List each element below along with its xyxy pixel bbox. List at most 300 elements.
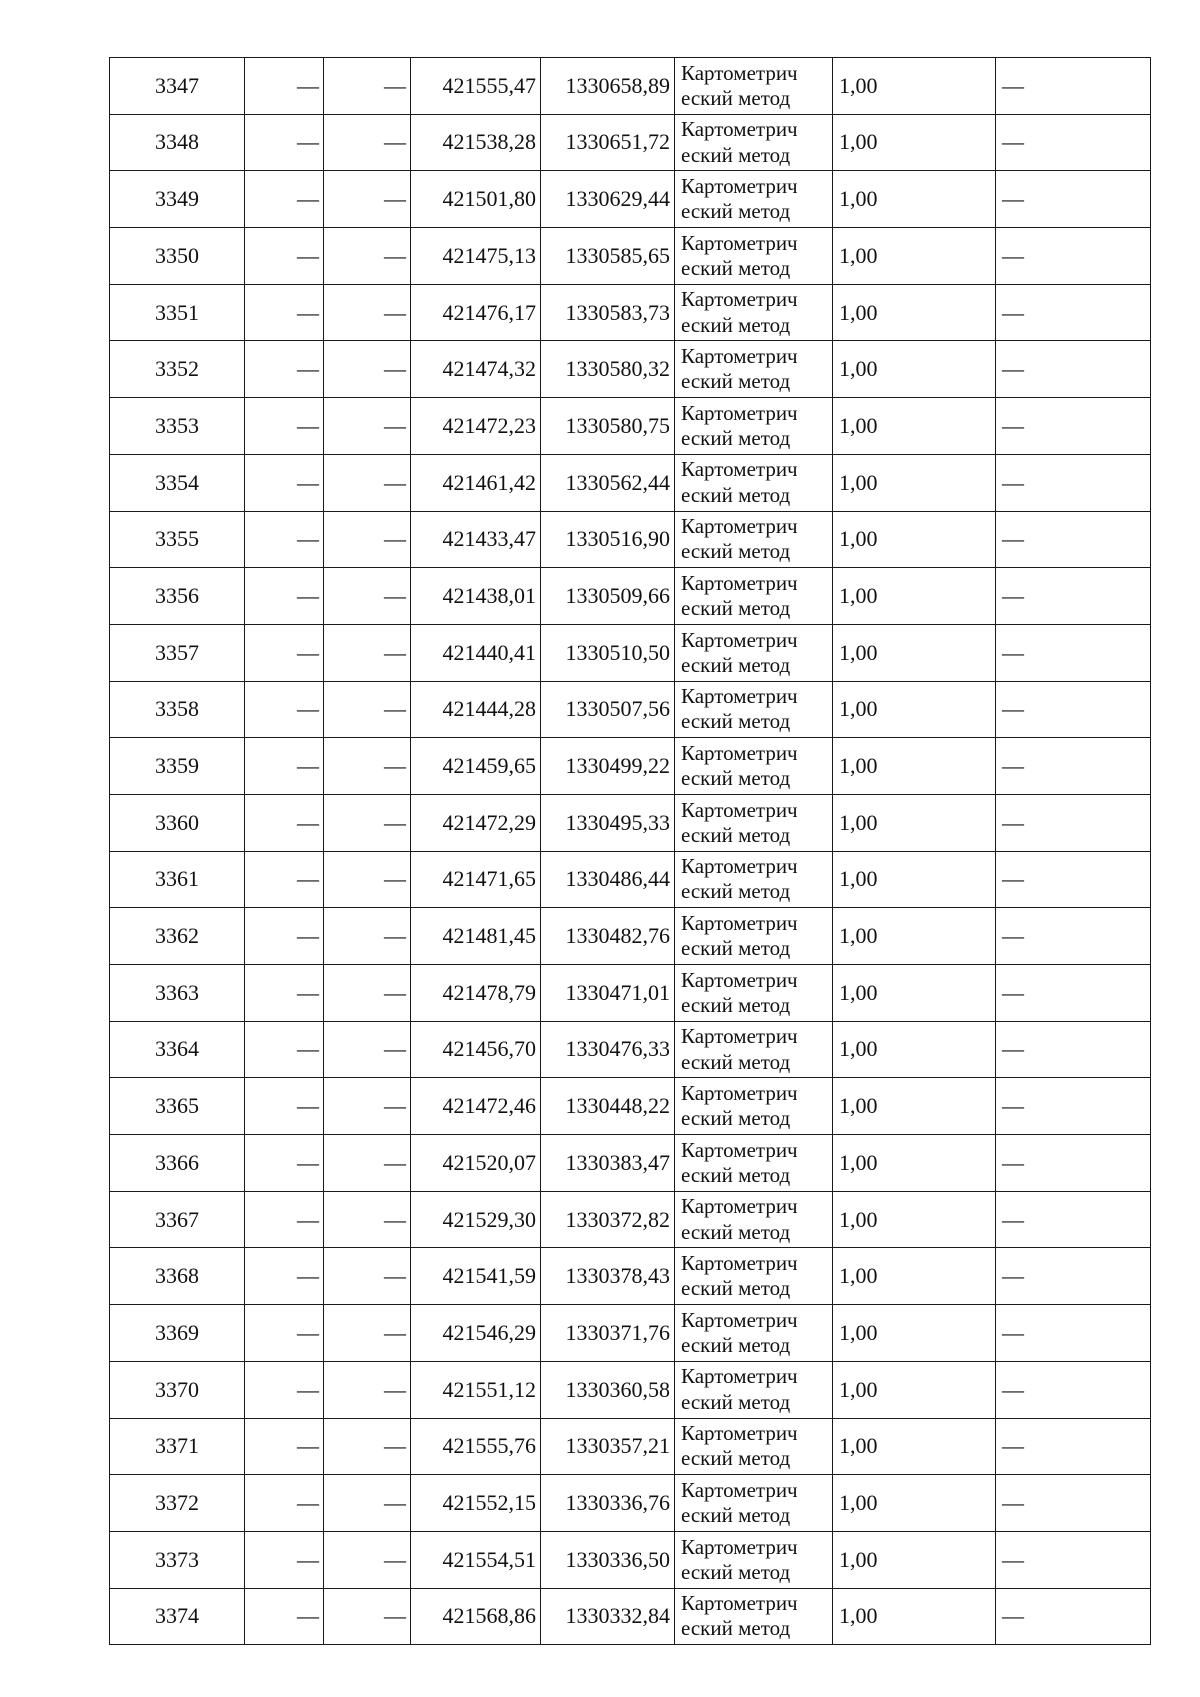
coordinates-table [109,57,1151,1645]
x-coordinate-cell: 421444,28 [411,681,541,738]
method-line-1: Картометрич [681,1477,798,1502]
empty-dash-cell: — [245,794,324,851]
point-number-cell: 3350 [110,228,245,285]
method-line-2: еский метод [681,85,791,110]
method-cell [675,341,833,398]
x-coordinate-cell: 421433,47 [411,511,541,568]
x-coordinate-cell: 421481,45 [411,908,541,965]
x-coordinate-cell: 421546,29 [411,1305,541,1362]
method-line-1: Картометрич [681,1137,798,1162]
table-row [110,568,1151,625]
x-coordinate-cell: 421478,79 [411,965,541,1022]
empty-dash-cell: — [324,851,411,908]
method-line-2: еский метод [681,1332,791,1357]
y-coordinate-cell: 1330371,76 [541,1305,675,1362]
method-cell [675,794,833,851]
y-coordinate-cell: 1330357,21 [541,1418,675,1475]
method-line-2: еский метод [681,936,791,961]
method-cell [675,1191,833,1248]
empty-dash-cell: — [245,624,324,681]
x-coordinate-cell: 421461,42 [411,454,541,511]
method-cell [675,1078,833,1135]
x-coordinate-cell: 421554,51 [411,1531,541,1588]
method-line-1: Картометрич [681,1307,798,1332]
method-line-2: еский метод [681,1049,791,1074]
y-coordinate-cell: 1330336,76 [541,1475,675,1532]
y-coordinate-cell: 1330510,50 [541,624,675,681]
point-number-cell: 3354 [110,454,245,511]
accuracy-cell: 1,00 [833,1021,996,1078]
empty-dash-cell: — [324,398,411,455]
method-line-2: еский метод [681,539,791,564]
method-line-1: Картометрич [681,1591,798,1616]
method-line-1: Картометрич [681,117,798,142]
y-coordinate-cell: 1330580,75 [541,398,675,455]
method-line-2: еский метод [681,709,791,734]
point-number-cell: 3367 [110,1191,245,1248]
y-coordinate-cell: 1330495,33 [541,794,675,851]
accuracy-cell: 1,00 [833,341,996,398]
empty-dash-cell: — [245,1588,324,1645]
accuracy-cell: 1,00 [833,58,996,115]
method-cell [675,965,833,1022]
method-line-2: еский метод [681,596,791,621]
method-line-2: еский метод [681,766,791,791]
y-coordinate-cell: 1330499,22 [541,738,675,795]
method-cell [675,681,833,738]
description-cell: — [996,1475,1151,1532]
table-row [110,1475,1151,1532]
x-coordinate-cell: 421475,13 [411,228,541,285]
method-line-1: Картометрич [681,400,798,425]
table-row [110,284,1151,341]
empty-dash-cell: — [324,1135,411,1192]
empty-dash-cell: — [324,228,411,285]
accuracy-cell: 1,00 [833,568,996,625]
empty-dash-cell: — [324,738,411,795]
empty-dash-cell: — [324,1588,411,1645]
method-line-1: Картометрич [681,60,798,85]
x-coordinate-cell: 421472,23 [411,398,541,455]
point-number-cell: 3365 [110,1078,245,1135]
method-cell [675,624,833,681]
method-line-1: Картометрич [681,1534,798,1559]
point-number-cell: 3357 [110,624,245,681]
description-cell: — [996,114,1151,171]
method-cell [675,851,833,908]
point-number-cell: 3369 [110,1305,245,1362]
x-coordinate-cell: 421555,47 [411,58,541,115]
method-cell [675,1475,833,1532]
method-line-1: Картометрич [681,684,798,709]
y-coordinate-cell: 1330507,56 [541,681,675,738]
table-row [110,1135,1151,1192]
description-cell: — [996,1361,1151,1418]
accuracy-cell: 1,00 [833,228,996,285]
y-coordinate-cell: 1330471,01 [541,965,675,1022]
method-line-1: Картометрич [681,344,798,369]
empty-dash-cell: — [245,1305,324,1362]
method-line-2: еский метод [681,992,791,1017]
empty-dash-cell: — [324,511,411,568]
empty-dash-cell: — [245,1021,324,1078]
x-coordinate-cell: 421459,65 [411,738,541,795]
method-line-2: еский метод [681,482,791,507]
empty-dash-cell: — [245,454,324,511]
point-number-cell: 3348 [110,114,245,171]
description-cell: — [996,908,1151,965]
description-cell: — [996,1531,1151,1588]
table-row [110,1531,1151,1588]
method-line-1: Картометрич [681,797,798,822]
description-cell: — [996,1078,1151,1135]
point-number-cell: 3364 [110,1021,245,1078]
accuracy-cell: 1,00 [833,1305,996,1362]
y-coordinate-cell: 1330629,44 [541,171,675,228]
description-cell: — [996,1248,1151,1305]
x-coordinate-cell: 421529,30 [411,1191,541,1248]
y-coordinate-cell: 1330509,66 [541,568,675,625]
empty-dash-cell: — [245,1191,324,1248]
empty-dash-cell: — [324,1078,411,1135]
method-cell [675,1305,833,1362]
empty-dash-cell: — [324,1191,411,1248]
table-row [110,1361,1151,1418]
accuracy-cell: 1,00 [833,1135,996,1192]
empty-dash-cell: — [324,1361,411,1418]
empty-dash-cell: — [245,284,324,341]
method-line-2: еский метод [681,879,791,904]
method-cell [675,511,833,568]
method-cell [675,1531,833,1588]
method-cell [675,1248,833,1305]
empty-dash-cell: — [324,284,411,341]
empty-dash-cell: — [324,681,411,738]
empty-dash-cell: — [324,794,411,851]
method-line-2: еский метод [681,1219,791,1244]
method-line-1: Картометрич [681,174,798,199]
method-line-1: Картометрич [681,910,798,935]
table-row [110,794,1151,851]
empty-dash-cell: — [245,1475,324,1532]
method-line-2: еский метод [681,1559,791,1584]
empty-dash-cell: — [245,738,324,795]
table-row [110,1588,1151,1645]
empty-dash-cell: — [245,228,324,285]
method-line-2: еский метод [681,1276,791,1301]
empty-dash-cell: — [324,1248,411,1305]
y-coordinate-cell: 1330486,44 [541,851,675,908]
method-line-1: Картометрич [681,570,798,595]
method-line-1: Картометрич [681,1081,798,1106]
y-coordinate-cell: 1330658,89 [541,58,675,115]
empty-dash-cell: — [324,454,411,511]
empty-dash-cell: — [324,1531,411,1588]
empty-dash-cell: — [245,681,324,738]
accuracy-cell: 1,00 [833,284,996,341]
empty-dash-cell: — [324,171,411,228]
table-row [110,851,1151,908]
x-coordinate-cell: 421552,15 [411,1475,541,1532]
accuracy-cell: 1,00 [833,965,996,1022]
x-coordinate-cell: 421472,29 [411,794,541,851]
method-line-2: еский метод [681,255,791,280]
description-cell: — [996,341,1151,398]
x-coordinate-cell: 421476,17 [411,284,541,341]
point-number-cell: 3359 [110,738,245,795]
description-cell: — [996,1021,1151,1078]
x-coordinate-cell: 421520,07 [411,1135,541,1192]
table-row [110,1305,1151,1362]
accuracy-cell: 1,00 [833,1191,996,1248]
empty-dash-cell: — [245,398,324,455]
accuracy-cell: 1,00 [833,1475,996,1532]
empty-dash-cell: — [324,341,411,398]
empty-dash-cell: — [245,1418,324,1475]
accuracy-cell: 1,00 [833,851,996,908]
method-cell [675,228,833,285]
empty-dash-cell: — [245,1078,324,1135]
point-number-cell: 3372 [110,1475,245,1532]
accuracy-cell: 1,00 [833,398,996,455]
point-number-cell: 3368 [110,1248,245,1305]
method-cell [675,738,833,795]
x-coordinate-cell: 421474,32 [411,341,541,398]
point-number-cell: 3362 [110,908,245,965]
method-line-2: еский метод [681,142,791,167]
empty-dash-cell: — [245,1135,324,1192]
table-body [110,58,1151,1645]
point-number-cell: 3355 [110,511,245,568]
x-coordinate-cell: 421568,86 [411,1588,541,1645]
x-coordinate-cell: 421440,41 [411,624,541,681]
method-cell [675,284,833,341]
accuracy-cell: 1,00 [833,1248,996,1305]
table-row [110,511,1151,568]
y-coordinate-cell: 1330583,73 [541,284,675,341]
description-cell: — [996,851,1151,908]
empty-dash-cell: — [245,511,324,568]
y-coordinate-cell: 1330482,76 [541,908,675,965]
y-coordinate-cell: 1330378,43 [541,1248,675,1305]
y-coordinate-cell: 1330360,58 [541,1361,675,1418]
table-row [110,171,1151,228]
accuracy-cell: 1,00 [833,1361,996,1418]
description-cell: — [996,228,1151,285]
y-coordinate-cell: 1330476,33 [541,1021,675,1078]
table-row [110,1248,1151,1305]
y-coordinate-cell: 1330562,44 [541,454,675,511]
x-coordinate-cell: 421456,70 [411,1021,541,1078]
method-line-2: еский метод [681,1389,791,1414]
accuracy-cell: 1,00 [833,1588,996,1645]
method-line-2: еский метод [681,425,791,450]
method-line-1: Картометрич [681,740,798,765]
point-number-cell: 3371 [110,1418,245,1475]
y-coordinate-cell: 1330651,72 [541,114,675,171]
accuracy-cell: 1,00 [833,624,996,681]
description-cell: — [996,1588,1151,1645]
table-row [110,681,1151,738]
method-cell [675,1361,833,1418]
empty-dash-cell: — [245,1248,324,1305]
method-line-1: Картометрич [681,457,798,482]
accuracy-cell: 1,00 [833,908,996,965]
method-line-1: Картометрич [681,1421,798,1446]
table-row [110,398,1151,455]
accuracy-cell: 1,00 [833,1078,996,1135]
empty-dash-cell: — [324,908,411,965]
description-cell: — [996,965,1151,1022]
empty-dash-cell: — [245,851,324,908]
method-line-2: еский метод [681,1162,791,1187]
description-cell: — [996,624,1151,681]
point-number-cell: 3370 [110,1361,245,1418]
point-number-cell: 3360 [110,794,245,851]
x-coordinate-cell: 421501,80 [411,171,541,228]
method-cell [675,568,833,625]
empty-dash-cell: — [324,1021,411,1078]
point-number-cell: 3352 [110,341,245,398]
method-line-1: Картометрич [681,1251,798,1276]
empty-dash-cell: — [245,568,324,625]
table-row [110,114,1151,171]
description-cell: — [996,1305,1151,1362]
point-number-cell: 3347 [110,58,245,115]
description-cell: — [996,511,1151,568]
x-coordinate-cell: 421541,59 [411,1248,541,1305]
method-line-2: еский метод [681,1106,791,1131]
description-cell: — [996,681,1151,738]
point-number-cell: 3361 [110,851,245,908]
empty-dash-cell: — [324,58,411,115]
description-cell: — [996,1418,1151,1475]
method-line-2: еский метод [681,1616,791,1641]
method-cell [675,1021,833,1078]
table-row [110,624,1151,681]
empty-dash-cell: — [245,908,324,965]
point-number-cell: 3351 [110,284,245,341]
description-cell: — [996,1191,1151,1248]
accuracy-cell: 1,00 [833,1418,996,1475]
method-line-1: Картометрич [681,854,798,879]
method-cell [675,1135,833,1192]
empty-dash-cell: — [324,568,411,625]
method-line-1: Картометрич [681,514,798,539]
empty-dash-cell: — [245,58,324,115]
y-coordinate-cell: 1330336,50 [541,1531,675,1588]
empty-dash-cell: — [245,114,324,171]
x-coordinate-cell: 421471,65 [411,851,541,908]
accuracy-cell: 1,00 [833,681,996,738]
method-line-1: Картометрич [681,967,798,992]
method-cell [675,58,833,115]
table-row [110,1078,1151,1135]
table-row [110,1418,1151,1475]
method-line-1: Картометрич [681,1024,798,1049]
method-cell [675,1418,833,1475]
y-coordinate-cell: 1330383,47 [541,1135,675,1192]
accuracy-cell: 1,00 [833,1531,996,1588]
point-number-cell: 3353 [110,398,245,455]
y-coordinate-cell: 1330585,65 [541,228,675,285]
table-row [110,228,1151,285]
method-cell [675,171,833,228]
description-cell: — [996,398,1151,455]
method-line-1: Картометрич [681,1194,798,1219]
accuracy-cell: 1,00 [833,454,996,511]
point-number-cell: 3363 [110,965,245,1022]
accuracy-cell: 1,00 [833,171,996,228]
table-row [110,454,1151,511]
x-coordinate-cell: 421438,01 [411,568,541,625]
empty-dash-cell: — [324,1418,411,1475]
empty-dash-cell: — [245,1361,324,1418]
point-number-cell: 3374 [110,1588,245,1645]
point-number-cell: 3373 [110,1531,245,1588]
y-coordinate-cell: 1330448,22 [541,1078,675,1135]
point-number-cell: 3356 [110,568,245,625]
y-coordinate-cell: 1330372,82 [541,1191,675,1248]
description-cell: — [996,171,1151,228]
method-line-1: Картометрич [681,230,798,255]
table-row [110,341,1151,398]
description-cell: — [996,58,1151,115]
description-cell: — [996,794,1151,851]
description-cell: — [996,284,1151,341]
y-coordinate-cell: 1330516,90 [541,511,675,568]
method-cell [675,114,833,171]
method-line-2: еский метод [681,312,791,337]
point-number-cell: 3349 [110,171,245,228]
method-line-1: Картометрич [681,627,798,652]
accuracy-cell: 1,00 [833,738,996,795]
table-row [110,908,1151,965]
point-number-cell: 3358 [110,681,245,738]
method-cell [675,1588,833,1645]
method-line-2: еский метод [681,822,791,847]
empty-dash-cell: — [245,341,324,398]
table-row [110,965,1151,1022]
method-line-2: еский метод [681,1503,791,1528]
empty-dash-cell: — [324,965,411,1022]
description-cell: — [996,1135,1151,1192]
method-line-2: еский метод [681,652,791,677]
method-cell [675,398,833,455]
x-coordinate-cell: 421555,76 [411,1418,541,1475]
method-line-1: Картометрич [681,1364,798,1389]
point-number-cell: 3366 [110,1135,245,1192]
table-row [110,1191,1151,1248]
accuracy-cell: 1,00 [833,114,996,171]
method-cell [675,908,833,965]
y-coordinate-cell: 1330332,84 [541,1588,675,1645]
table-row [110,1021,1151,1078]
method-line-2: еский метод [681,369,791,394]
method-line-1: Картометрич [681,287,798,312]
empty-dash-cell: — [324,1305,411,1362]
x-coordinate-cell: 421472,46 [411,1078,541,1135]
x-coordinate-cell: 421538,28 [411,114,541,171]
empty-dash-cell: — [245,171,324,228]
method-line-2: еский метод [681,1446,791,1471]
accuracy-cell: 1,00 [833,794,996,851]
empty-dash-cell: — [245,1531,324,1588]
table-row [110,58,1151,115]
description-cell: — [996,738,1151,795]
description-cell: — [996,568,1151,625]
table-row [110,738,1151,795]
